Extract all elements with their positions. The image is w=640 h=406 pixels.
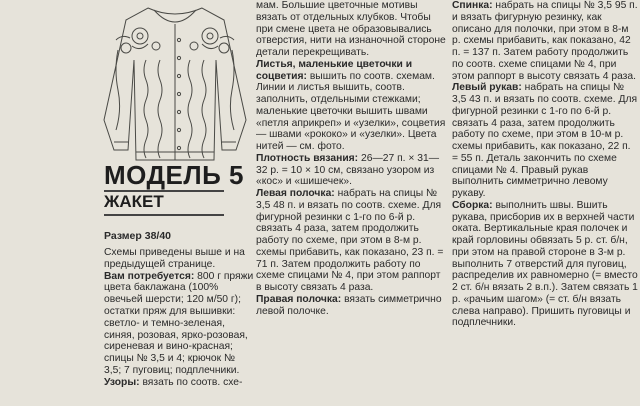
assembly-text: выполнить швы. Вшить рукава, присборив их в верхней части оката. Вертикальные края полочек и край горловины обвязать 5 р. ст. б/н, при этом на правой стороне в 3-м р. выполнить 7 отверстий для пуговиц, распределив их равномерно (= вместо 2 ст. б/н вязать 2 в.п.). Затем связать 1 р. «рачьим шагом» (= ст. б/н вязать слева направо). Пришить пуговицы и подплечники.: [452, 199, 638, 329]
materials-text: 800 г пряжи цвета баклажана (100% овечьей шерсти; 120 м/50 г); остатки пряж для вышивки: светло- и темно-зеленая, синяя, розовая, ярко-розовая, сиреневая и вино-красная; спицы № 3,5 и 4; крючок № 3,5; 7 пуговиц; подплечники.: [104, 270, 254, 376]
patterns-continued: мам. Большие цветочные мотивы вязать от отдельных клубков. Чтобы при смене цвета не образовывались отверстия, нити на изнаночной стороне детали перекрещивать.: [256, 0, 446, 58]
column-2: [256, 0, 446, 317]
garment-title: ЖАКЕТ: [104, 192, 164, 211]
subtitle-rule: [104, 214, 224, 216]
left-sleeve-label: Левый рукав:: [452, 82, 522, 94]
materials-paragraph: [104, 271, 254, 377]
left-sleeve-paragraph: [452, 82, 638, 200]
density-text: 26—27 п. × 31—32 р. = 10 × 10 см, связано узором из «кос» и «шишечек».: [256, 152, 439, 188]
materials-label: Вам потребуется:: [104, 270, 195, 282]
leaves-label: Листья, маленькие цветочки и соцветия:: [256, 58, 413, 82]
leaves-paragraph: [256, 59, 446, 153]
back-label: Спинка:: [452, 0, 493, 11]
right-front-text: вязать симметрично левой полочке.: [256, 293, 442, 317]
left-sleeve-text: набрать на спицы № 3,5 43 п. и вязать по соотв. схеме. Для фигурной резинки с 1-го по 6-й р. связать 4 раза, затем продолжить работу по схеме, при этом в 10-м р. схемы прибавить, как показано, 22 п. = 55 п. Деталь закончить по схеме спицами № 4. Правый рукав выполнить симметрично левому рукаву.: [452, 82, 638, 199]
density-paragraph: [256, 153, 446, 188]
patterns-text: вязать по соотв. схе-: [142, 376, 243, 388]
right-front-label: Правая полочка:: [256, 293, 342, 305]
intro-paragraph: Схемы приведены выше и на предыдущей странице.: [104, 247, 245, 270]
jacket-illustration: [96, 0, 254, 162]
size-label: Размер 38/40: [104, 230, 172, 242]
left-front-paragraph: [256, 188, 446, 294]
density-label: Плотность вязания:: [256, 152, 359, 164]
left-front-text: набрать на спицы № 3,5 48 п. и вязать по соотв. схеме. Для фигурной резинки с 1-го по 6-й р. связать 4 раза, затем продолжить работу по схеме, при этом в 8-м р. схемы прибавить, как показано, 23 п. = 71 п. Затем продолжить работу по схеме спицами № 4, при этом раппорт в высоту связать 4 раза.: [256, 188, 444, 293]
model-title: МОДЕЛЬ 5: [104, 160, 245, 190]
leaves-text: вышить по соотв. схемам. Линии и листья вышить, соотв. заполнить, отдельными стежками; маленькие цветочки вышить швами «петля априкреп» и «узелки», соцветия — швами «рококо» и «узелки». Цвета нитей — см. фото.: [256, 70, 446, 152]
column-3: [452, 0, 638, 329]
left-front-label: Левая полочка:: [256, 188, 335, 199]
patterns-paragraph: [104, 377, 254, 389]
assembly-label: Сборка:: [452, 199, 493, 211]
back-text: набрать на спицы № 3,5 95 п. и вязать фигурную резинку, как описано для полочки, при этом в 8-м р. схемы прибавить, как показано, 42 п. = 137 п. Затем работу продолжить по соотв. схеме спицами № 4, при этом раппорт в высоту связать 4 раза.: [452, 0, 638, 82]
assembly-paragraph: [452, 200, 638, 329]
column-1: [104, 247, 254, 389]
patterns-label: Узоры:: [104, 376, 140, 388]
back-paragraph: [452, 0, 638, 82]
right-front-paragraph: [256, 294, 446, 318]
